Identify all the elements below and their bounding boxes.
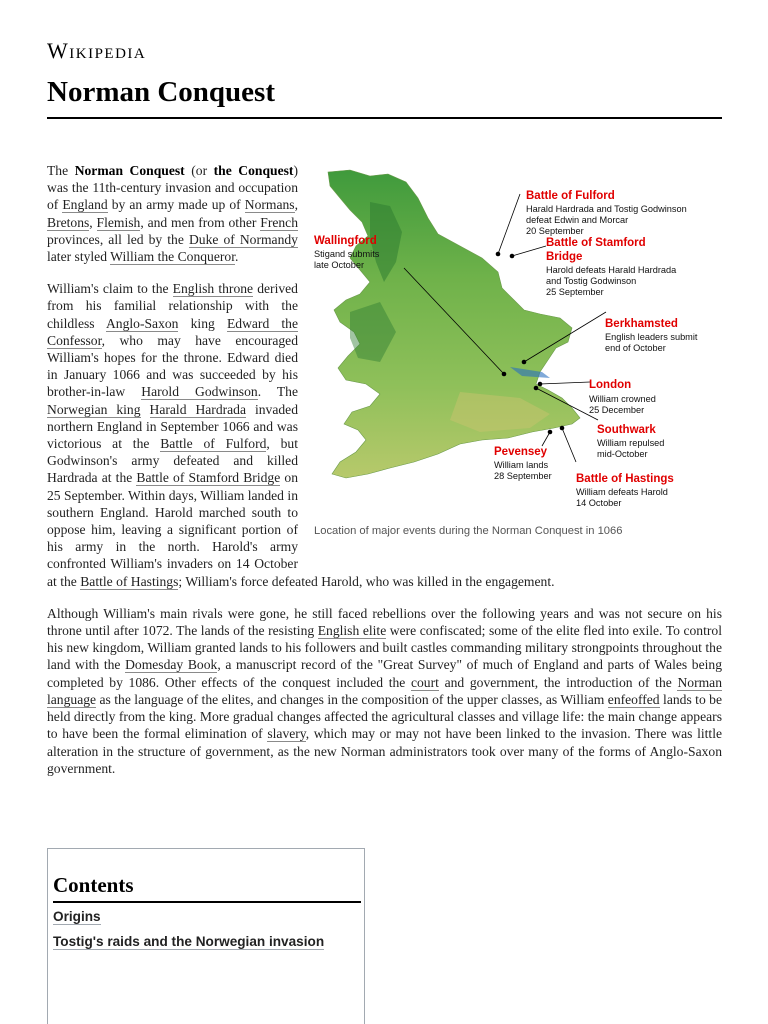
wallingford-line-2: late October [314, 260, 365, 270]
london-line-1: William crowned [589, 394, 656, 404]
fulford-line-1: Harald Hardrada and Tostig Godwinson [526, 204, 687, 214]
berkhamsted-title: Berkhamsted [605, 318, 678, 330]
link-harald-hardrada[interactable]: Harald Hardrada [149, 401, 247, 417]
toc-divider [53, 901, 361, 903]
london-line-2: 25 December [589, 405, 645, 415]
hastings-line-2: 14 October [576, 498, 622, 508]
link-english-throne[interactable]: English throne [172, 281, 254, 297]
southwark-line-2: mid-October [597, 449, 648, 459]
wallingford-title: Wallingford [314, 235, 377, 247]
toc-item-tostigs-raids[interactable]: Tostig's raids and the Norwegian invasion [53, 934, 325, 949]
figure-caption: Location of major events during the Norman Conquest in 1066 [314, 525, 623, 537]
wallingford-line-1: Stigand submits [314, 249, 380, 259]
lead-paragraph: The Norman Conquest (or the Conquest) was the 11th-century invasion and occupation of England by an army made up of Normans, Bretons, Flemish, and men from other French provinces, all led by the Duke of Normandy later styled William the Conqueror. [47, 163, 299, 265]
link-french[interactable]: French [260, 214, 299, 230]
link-slavery[interactable]: slavery [267, 726, 306, 742]
link-normans[interactable]: Normans [244, 197, 295, 213]
link-edward-the-confessor[interactable]: Edward the Confessor [47, 315, 299, 348]
link-battle-of-hastings[interactable]: Battle of Hastings [80, 573, 179, 589]
southwark-line-1: William repulsed [597, 438, 665, 448]
berkhamsted-line-1: English leaders submit [605, 332, 698, 342]
stamford-title-1: Battle of Stamford [546, 237, 646, 249]
toc-title: Contents [53, 873, 134, 897]
hastings-title: Battle of Hastings [576, 473, 674, 485]
stamford-title-2: Bridge [546, 251, 583, 263]
pevensey-title: Pevensey [494, 446, 548, 458]
link-domesday-book[interactable]: Domesday Book [125, 657, 218, 673]
link-duke-of-normandy[interactable]: Duke of Normandy [188, 231, 298, 247]
paragraph-succession: William's claim to the English throne derived from his familial relationship with the childless Anglo-Saxon king Edward the Confessor, who may have encouraged William's hopes for the throne. Edward died in January 1066 and was succeeded by his brother-in-law Harold Godwinson. The Norwegian king Harald Hardrada invaded northern England in September 1066 and was victorious at the Battle of Fulford, but Godwinson's army defeated and killed Hardrada at the Battle of Stamford Bridge on 25 September. Within days, William landed in southern England. Harold marched south to oppose him, leaving a significant portion of his army in the north. Harold's army confronted William's invaders on 14 October at the Battle of Hastings; William's force defeated Harold, who was killed in the engagement. [47, 281, 555, 589]
page-title: Norman Conquest [47, 76, 275, 108]
link-england[interactable]: England [62, 197, 108, 213]
link-court[interactable]: court [410, 674, 439, 690]
table-of-contents [47, 848, 365, 1024]
bold-term: Norman Conquest [74, 163, 185, 178]
link-flemish[interactable]: Flemish [96, 214, 141, 230]
link-norman-language[interactable]: Norman language [47, 674, 722, 707]
toc-item-origins[interactable]: Origins [53, 909, 101, 924]
link-english-elite[interactable]: English elite [317, 623, 387, 639]
pevensey-line-2: 28 September [494, 471, 552, 481]
title-divider [47, 117, 722, 119]
bold-term: the Conquest [213, 163, 294, 178]
link-anglo-saxon[interactable]: Anglo-Saxon [105, 315, 179, 331]
london-title: London [589, 379, 632, 391]
link-enfeoffed[interactable]: enfeoffed [607, 691, 660, 707]
berkhamsted-line-2: end of October [605, 343, 666, 353]
link-battle-of-stamford-bridge[interactable]: Battle of Stamford Bridge [136, 470, 281, 486]
stamford-line-1: Harold defeats Harald Hardrada [546, 265, 677, 275]
southwark-title: Southwark [597, 424, 656, 436]
article-body [47, 162, 722, 792]
fulford-title: Battle of Fulford [526, 190, 615, 202]
link-battle-of-fulford[interactable]: Battle of Fulford [160, 436, 267, 452]
pevensey-line-1: William lands [494, 460, 549, 470]
fulford-line-2: defeat Edwin and Morcar [526, 215, 629, 225]
link-harold-godwinson[interactable]: Harold Godwinson [141, 384, 258, 400]
link-bretons[interactable]: Bretons [47, 214, 90, 230]
stamford-line-3: 25 September [546, 287, 604, 297]
fulford-line-3: 20 September [526, 226, 584, 236]
england-map-image[interactable] [310, 162, 722, 522]
hastings-line-1: William defeats Harold [576, 487, 668, 497]
link-william-the-conqueror[interactable]: William the Conqueror [110, 249, 235, 265]
map-figure [310, 162, 722, 562]
paragraph-aftermath: Although William's main rivals were gone, he still faced rebellions over the following years and was not secure on his throne until after 1072. The lands of the resisting English elite were confiscated; some of the elite fled into exile. To control his new kingdom, William granted lands to his followers and built castles commanding military strongpoints throughout the land with the Domesday Book, a manuscript record of the "Great Survey" of much of England and parts of Wales being completed by 1086. Other effects of the conquest included the court and government, the introduction of the Norman language as the language of the elites, and changes in the composition of the upper classes, as William enfeoffed lands to be held directly from the king. More gradual changes affected the agricultural classes and village life: the main change appears to have been the formal elimination of slavery, which may or may not have been linked to the invasion. There was little alteration in the structure of government, as the new Norman administrators took over many of the forms of Anglo-Saxon government. [47, 605, 723, 776]
stamford-line-2: and Tostig Godwinson [546, 276, 637, 286]
wikipedia-wordmark[interactable]: Wikipedia [47, 38, 147, 63]
link-norwegian-king[interactable]: Norwegian king [47, 401, 141, 417]
